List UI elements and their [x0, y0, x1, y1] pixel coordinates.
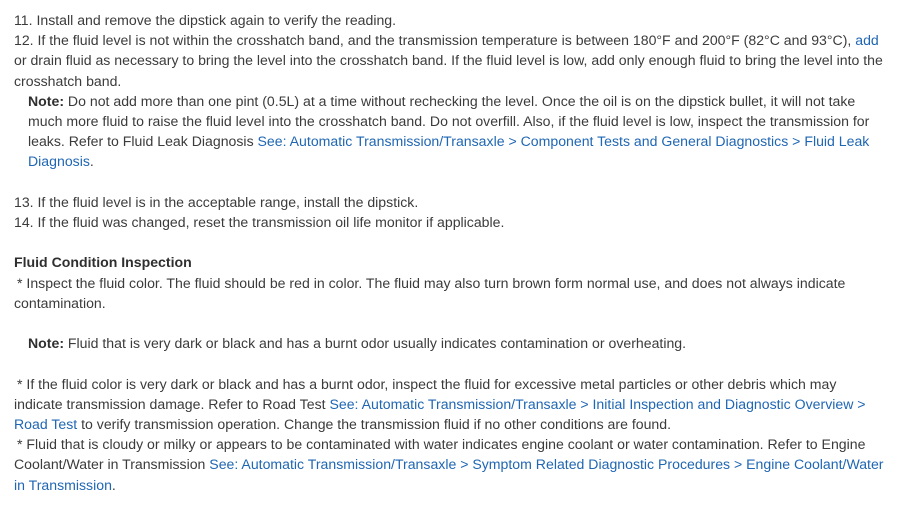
bullet-star-icon: * [17, 274, 23, 291]
step-14: 14. If the fluid was changed, reset the transmission oil life monitor if applicable. [14, 214, 505, 231]
bullet-text: Inspect the fluid color. The fluid should be red in color. The fluid may also turn brown form normal use, and does not always indicate contamination. [14, 274, 846, 311]
fluid-condition-heading: Fluid Condition Inspection [14, 254, 192, 271]
spacer [14, 353, 884, 373]
step-12-text-a: 12. If the fluid level is not within the crosshatch band, and the transmission temperature is between 180°F and 200°F (82°C and 93°C), [14, 32, 856, 49]
note-fluid-add [14, 91, 884, 172]
bullet-text: Fluid that is cloudy or milky or appears to be contaminated with water indicates engine coolant or water contamination. Refer to Engine Coolant/Water in Transmission [14, 436, 866, 473]
note-text: Do not add more than one pint (0.5L) at a time without rechecking the level. Once the oil is on the dipstick bullet, it will not take much more fluid to raise the fluid level into the crosshatch band. Do not overfill. Also, if the fluid level is low, inspect the transmission for leaks. Refer to Fluid Leak Diagnosis [28, 92, 870, 150]
add-link[interactable]: add [855, 32, 879, 49]
step-11: 11. Install and remove the dipstick again to verify the reading. [14, 12, 397, 28]
spacer [14, 313, 884, 333]
step-13: 13. If the fluid level is in the acceptable range, install the dipstick. [14, 193, 419, 210]
step-12-text-b: or drain fluid as necessary to bring the level into the crosshatch band. If the fluid level is low, add only enough fluid to bring the level into the crosshatch band. [14, 52, 883, 89]
bullet-fluid-color [14, 273, 884, 313]
step-12 [14, 30, 884, 91]
engine-coolant-link[interactable]: See: Automatic Transmission/Transaxle > Symptom Related Diagnostic Procedures > Engine Coolant/Water in Transmission [14, 456, 884, 493]
bullet-star-icon: * [17, 375, 23, 392]
spacer [14, 232, 884, 252]
fluid-leak-diagnosis-link[interactable]: See: Automatic Transmission/Transaxle > Component Tests and General Diagnostics > Fluid Leak Diagnosis [28, 133, 870, 170]
bullet-text-end: to verify transmission operation. Change the transmission fluid if no other conditions are found. [77, 416, 672, 432]
bullet-cloudy-fluid [14, 434, 884, 495]
bullet-dark-fluid [14, 374, 884, 435]
note-label: Note: [28, 92, 65, 109]
bullet-star-icon: * [17, 436, 23, 453]
note-dark-fluid [14, 333, 884, 353]
note-label: Note: [28, 335, 65, 352]
bullet-text-end: . [111, 476, 116, 493]
road-test-link[interactable]: See: Automatic Transmission/Transaxle > Initial Inspection and Diagnostic Overview > Road Test [14, 395, 866, 432]
spacer [14, 172, 884, 192]
bullet-text: If the fluid color is very dark or black and has a burnt odor, inspect the fluid for excessive metal particles or other debris which may indicate transmission damage. Refer to Road Test [14, 375, 837, 412]
note-text: Fluid that is very dark or black and has a burnt odor usually indicates contamination or overheating. [64, 335, 687, 352]
note-end: . [89, 153, 94, 170]
